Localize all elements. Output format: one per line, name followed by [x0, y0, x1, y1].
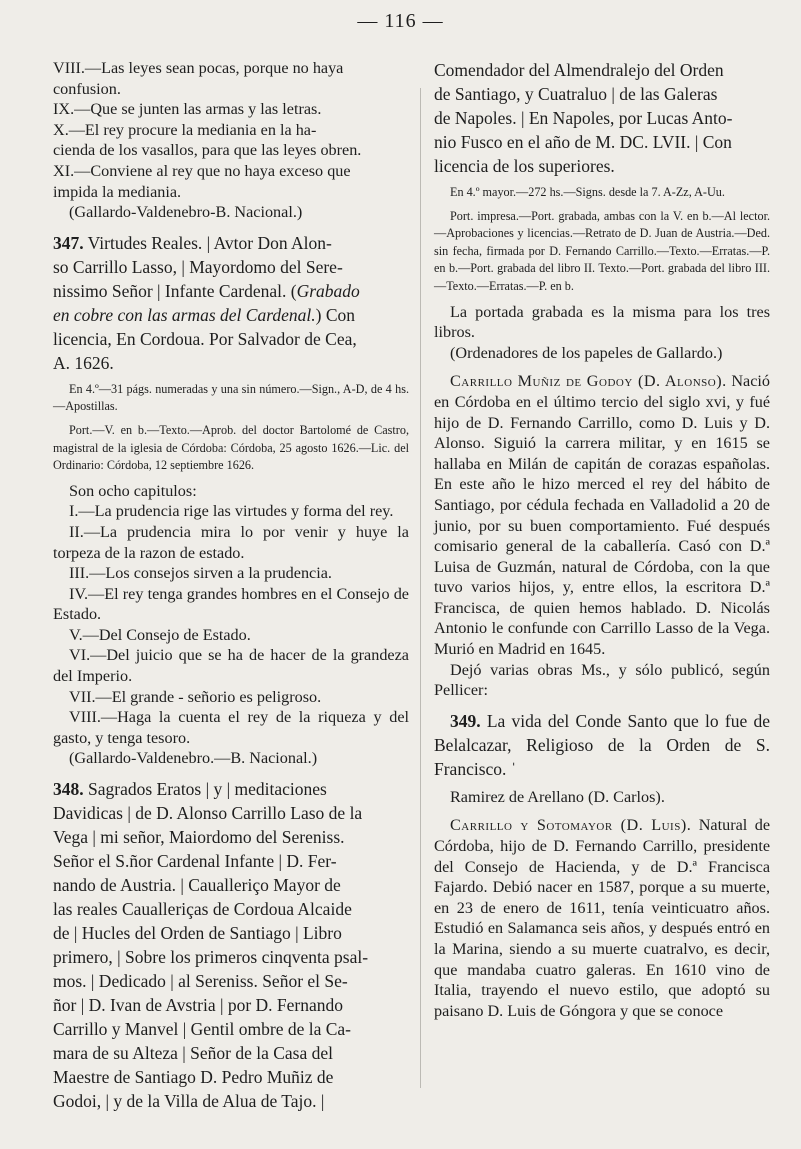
- chapter-item: III.—Los consejos sirven a la prudencia.: [69, 564, 332, 583]
- list-item: X.—El rey procure la mediania en la ha- cienda de los vasallos, para que las leyes obren.: [53, 120, 362, 160]
- bio-name: Carrillo y Sotomayor (D. Luis).: [450, 816, 692, 835]
- entry-number: 349.: [450, 710, 481, 731]
- entry-348-title: 348. Sagrados Eratos | y | meditaciones Davidicas | de D. Alonso Carrillo Laso de la Vega | mi señor, Maiordomo del Sereniss. Señor el S.ñor Cardenal Infante | D. Fer- nando de Austria. | Caualleriço Mayor de las reales Caualleriças de Cordoua Alcaide de | Hucles del Orden de Santiago | Libro primero, | Sobre los primeros cinqventa psal- mos. | Dedicado | al Sereniss. Señor el Se- ñor | D. Ivan de Avstria | por D. Fernando Carrillo y Manvel | Gentil ombre de la Ca- mara de su Alteza | Señor de la Casa del Maestre de Santiago D. Pedro Muñiz de Godoi, | y de la Villa de Alua de Tajo. |: [53, 779, 369, 1112]
- entry-348-description: En 4.º mayor.—272 hs.—Signs. desde la 7. A-Zz, A-Uu.: [450, 185, 725, 199]
- list-item: VIII.—Las leyes sean pocas, porque no haya confusion.: [53, 59, 344, 98]
- entry-348-title-continued: Comendador del Almendralejo del Orden de Santiago, y Cuatraluo | de las Galeras de Napoles. | En Napoles, por Lucas Anto- nio Fusco en el año de M. DC. LVII. | Con licencia de los superiores.: [434, 60, 733, 176]
- chapter-item: II.—La prudencia mira lo por venir y huye la torpeza de la razon de estado.: [53, 522, 409, 562]
- bio-text: Nació en Córdoba en el último tercio del siglo xvi, y fué hijo de D. Fernando Carrillo, como D. Luis y D. Alonso. Siguió la carrera militar, y en 1615 se hallaba en Milán de capitán de corazas españolas. En este año le hizo merced el rey del hábito de Santiago, por cédula fechada en Valladolid a 20 de junio, por su buen comportamiento. Fué después comisario general de la caballería. Casó con D.ª Luisa de Guzmán, natural de Córdoba, con la que tuvo varios hijos, y, entre ellos, la escritora D.ª Francisca, de quien hemos hablado. D. Nicolás Antonio le confunde con Carrillo Lasso de la Vega. Murió en Madrid en 1645.: [434, 372, 770, 659]
- biography-carrillo-sotomayor: [434, 815, 770, 1021]
- chapter-item: VII.—El grande - señorio es peligroso.: [69, 687, 322, 706]
- chapter-item: VIII.—Haga la cuenta el rey de la riqueza y del gasto, y tenga tesoro.: [53, 708, 409, 747]
- entry-347-details: Port.—V. en b.—Texto.—Aprob. del doctor Bartolomé de Castro, magistral de la iglesia de Córdoba: Córdoba, 25 agosto 1626.—Lic. del Ordinario: Córdoba, 12 septiembre 1626.: [53, 422, 409, 473]
- chapter-item: VI.—Del juicio que se ha de hacer de la grandeza del Imperio.: [53, 646, 409, 686]
- bio-text: Natural de Córdoba, hijo de D. Fernando Carrillo, presidente del Consejo de Hacienda, y de D.ª Francisca Fajardo. Debió nacer en 1587, porque a su muerte, en 23 de enero de 1611, tenía veinticuatro años. Estudió en Salamanca seis años, y después entró en la Marina, siendo a su muerte cuatralvo, es decir, que mandaba cuatro galeras. En 1610 vino de Italia, trayendo el nuevo estilo, que adoptó su paisano D. Luis de Góngora y que se conoce: [434, 816, 771, 1020]
- entry-349-title: 349. La vida del Conde Santo que lo fue de Belalcazar, Religioso de la Orden de S. Francisco. ˈ: [434, 710, 770, 779]
- chapter-item: I.—La prudencia rige las virtudes y forma del rey.: [69, 502, 394, 521]
- chapters-intro: Son ocho capitulos:: [69, 481, 197, 500]
- entry-348-note: La portada grabada es la misma para los tres libros.: [434, 302, 770, 342]
- entry-347-description: En 4.º—31 págs. numeradas y una sin número.—Sign., A-D, de 4 hs.—Apostillas.: [53, 381, 409, 414]
- left-column: [53, 58, 409, 1113]
- column-divider: [420, 88, 421, 1088]
- page-number: — 116 —: [357, 10, 444, 32]
- source-citation: (Gallardo-Valdenebro.—B. Nacional.): [69, 749, 318, 768]
- list-item: XI.—Conviene al rey que no haya exceso que impida la mediania.: [53, 161, 351, 201]
- list-item: IX.—Que se junten las armas y las letras.: [53, 100, 322, 119]
- source-citation: (Gallardo-Valdenebro-B. Nacional.): [69, 203, 303, 222]
- source-citation: (Ordenadores de los papeles de Gallardo.): [450, 343, 723, 362]
- entry-348-details: Port. impresa.—Port. grabada, ambas con la V. en b.—Al lector.—Aprobaciones y licencias.—Retrato de D. Juan de Austria.—Ded. sin fecha, firmada por D. Fernando Carrillo.—Texto.—Erratas.—P. en b.—Port. grabada del libro II. Texto.—Port. grabada del libro III.—Texto.—Erratas.—P. en b.: [434, 208, 770, 293]
- right-column: [434, 58, 770, 1021]
- source-citation: Ramirez de Arellano (D. Carlos).: [450, 787, 665, 806]
- chapter-item: IV.—El rey tenga grandes hombres en el Consejo de Estado.: [53, 584, 409, 624]
- bio-name: Carrillo Muñiz de Godoy (D. Alonso).: [450, 372, 727, 391]
- bio-text-2: Dejó varias obras Ms., y sólo publicó, según Pellicer:: [434, 660, 770, 700]
- entry-347-title: 347. Virtudes Reales. | Avtor Don Alon- so Carrillo Lasso, | Mayordomo del Sere- nissimo Señor | Infante Cardenal. (Grabado en cobre con las armas del Cardenal.) Con licencia, En Cordoua. Por Salvador de Cea, A. 1626.: [53, 232, 360, 373]
- biography-carrillo-muniz: [434, 371, 770, 659]
- chapter-item: V.—Del Consejo de Estado.: [69, 625, 251, 644]
